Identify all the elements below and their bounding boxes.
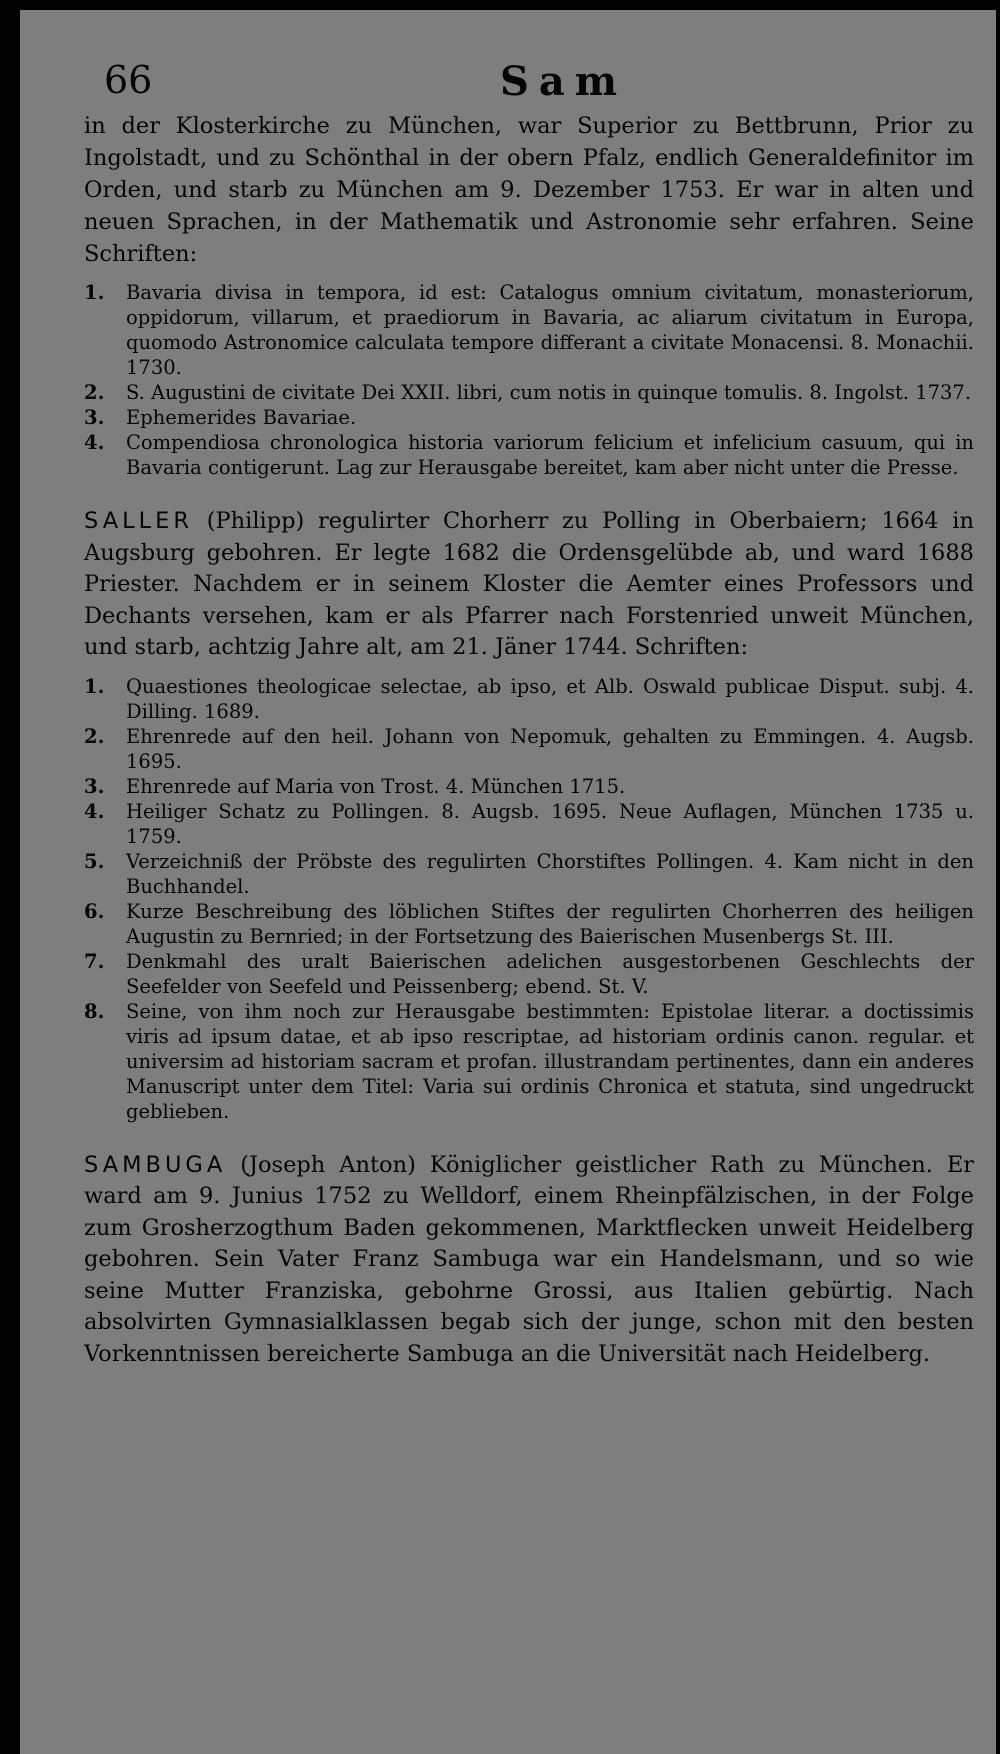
item-text: Compendiosa chronologica historia variorum felicium et infelicium casuum, qui in Bavaria contigerunt. Lag zur Herausgabe bereitet, kam aber nicht unter die Presse.: [126, 431, 974, 479]
list-item: [84, 674, 974, 724]
item-number: 3.: [84, 774, 105, 798]
item-text: S. Augustini de civitate Dei XXII. libri, cum notis in quinque tomulis. 8. Ingolst. 1737.: [126, 381, 972, 404]
item-text: Seine, von ihm noch zur Herausgabe bestimmten: Epistolae literar. a doctissimis viris ad ipsum datae, et ab ipso rescriptae, ad historiam ordinis canon. regular. et universim ad historiam sacram et profan. illustrandam pertinentes, dann ein anderes Manuscript unter dem Titel: Varia sui ordinis Chronica et statuta, sind ungedruckt geblieben.: [126, 999, 974, 1123]
running-head: Sam: [500, 58, 628, 105]
works-list-2: [84, 674, 974, 1124]
list-item: [84, 949, 974, 999]
entry-name: SAMBUGA: [84, 1151, 227, 1178]
page-header: [80, 58, 976, 118]
item-number: 1.: [84, 674, 105, 698]
page-body: [84, 110, 974, 1370]
list-item: [84, 899, 974, 949]
item-number: 3.: [84, 406, 105, 429]
list-item: [84, 724, 974, 774]
list-item: [84, 849, 974, 899]
item-text: Ehrenrede auf den heil. Johann von Nepomuk, gehalten zu Emmingen. 4. Augsb. 1695.: [126, 724, 974, 773]
list-item: [84, 799, 974, 849]
list-item: [84, 405, 974, 430]
works-list-1: [84, 280, 974, 480]
item-number: 1.: [84, 281, 105, 304]
list-item: [84, 430, 974, 480]
item-number: 7.: [84, 949, 105, 973]
intro-paragraph: in der Klosterkirche zu München, war Superior zu Bettbrunn, Prior zu Ingolstadt, und zu Schönthal in der obern Pfalz, endlich Generaldefinitor im Orden, und starb zu München am 9. Dezember 1753. Er war in alten und neuen Sprachen, in der Mathematik und Astronomie sehr erfahren. Seine Schriften:: [84, 113, 974, 267]
item-number: 2.: [84, 381, 105, 404]
item-text: Heiliger Schatz zu Pollingen. 8. Augsb. 1695. Neue Auflagen, München 1735 u. 1759.: [126, 799, 974, 848]
item-number: 2.: [84, 724, 105, 748]
list-item: [84, 380, 974, 405]
item-number: 4.: [84, 431, 105, 454]
item-number: 5.: [84, 849, 105, 873]
entry-text: (Joseph Anton) Königlicher geistlicher Rath zu München. Er ward am 9. Junius 1752 zu Welldorf, einem Rheinpfälzischen, in der Folge zum Grosherzogthum Baden gekommenen, Marktflecken unweit Heidelberg gebohren. Sein Vater Franz Sambuga war ein Handelsmann, und so wie seine Mutter Franziska, gebohrne Grossi, aus Italien gebürtig. Nach absolvirten Gymnasialklassen begab sich der junge, schon mit den besten Vorkenntnissen bereicherte Sambuga an die Universität nach Heidelberg.: [84, 1151, 974, 1367]
item-text: Quaestiones theologicae selectae, ab ipso, et Alb. Oswald publicae Disput. subj. 4. Dilling. 1689.: [126, 674, 974, 723]
item-text: Verzeichniß der Pröbste des regulirten Chorstiftes Pollingen. 4. Kam nicht in den Buchhandel.: [126, 849, 974, 898]
entry-saller: [84, 506, 974, 664]
item-text: Bavaria divisa in tempora, id est: Catalogus omnium civitatum, monasteriorum, oppidorum, villarum, et praediorum in Bavaria, ac aliarum civitatum in Europa, quomodo Astronomice calculata tempore differant a civitate Monacensi. 8. Monachii. 1730.: [126, 281, 974, 379]
page-number: 66: [104, 58, 153, 102]
item-text: Kurze Beschreibung des löblichen Stiftes der regulirten Chorherren des heiligen Augustin zu Bernried; in der Fortsetzung des Baierischen Musenbergs St. III.: [126, 899, 974, 948]
item-text: Denkmahl des uralt Baierischen adelichen ausgestorbenen Geschlechts der Seefelder von Seefeld und Peissenberg; ebend. St. V.: [126, 949, 974, 998]
item-number: 4.: [84, 799, 105, 823]
entry-text: (Philipp) regulirter Chorherr zu Polling in Oberbaiern; 1664 in Augsburg gebohren. Er legte 1682 die Ordensgelübde ab, und ward 1688 Priester. Nachdem er in seinem Kloster die Aemter eines Professors und Dechants versehen, kam er als Pfarrer nach Forstenried unweit München, und starb, achtzig Jahre alt, am 21. Jäner 1744. Schriften:: [84, 508, 974, 660]
item-text: Ehrenrede auf Maria von Trost. 4. München 1715.: [126, 774, 626, 798]
list-item: [84, 999, 974, 1124]
item-text: Ephemerides Bavariae.: [126, 406, 357, 429]
list-item: [84, 280, 974, 380]
entry-name: SALLER: [84, 508, 194, 534]
book-page: [20, 10, 996, 1754]
list-item: [84, 774, 974, 799]
entry-sambuga: [84, 1150, 974, 1371]
item-number: 6.: [84, 899, 105, 923]
item-number: 8.: [84, 999, 105, 1023]
